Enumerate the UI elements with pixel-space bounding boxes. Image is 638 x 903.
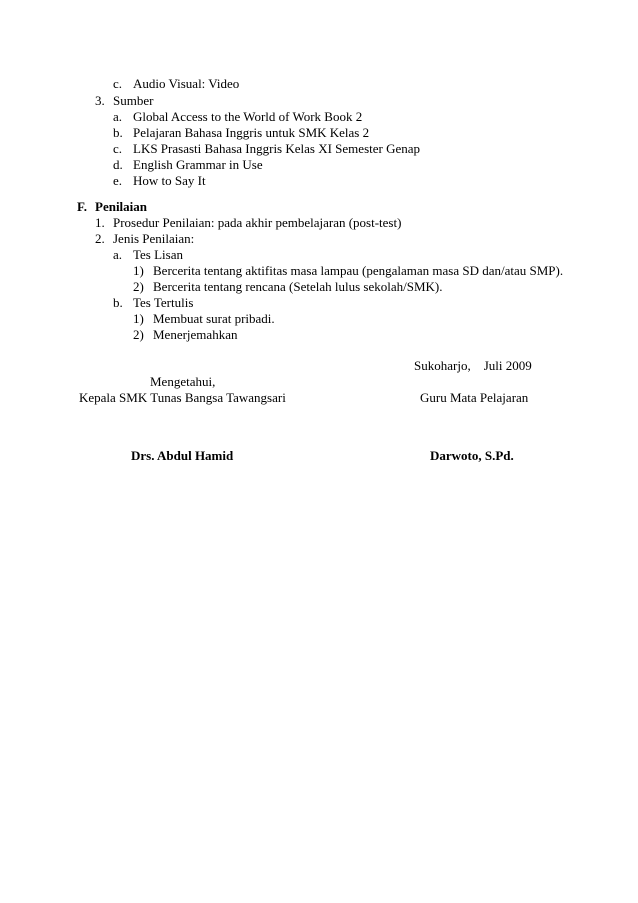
- sumber-item-text: How to Say It: [133, 173, 206, 188]
- tertulis-text: Tes Tertulis: [133, 295, 194, 310]
- jenis-number: 2.: [95, 231, 105, 246]
- lisan-prefix: a.: [113, 247, 123, 262]
- sumber-item-prefix: e.: [113, 173, 123, 188]
- tertulis-item-prefix: 2): [133, 327, 144, 342]
- sumber-item-prefix: c.: [113, 141, 123, 156]
- tertulis-item-text: Menerjemahkan: [153, 327, 238, 342]
- sumber-title: Sumber: [113, 93, 154, 108]
- tertulis-prefix: b.: [113, 295, 123, 310]
- sumber-item-prefix: d.: [113, 157, 123, 172]
- sumber-item-prefix: b.: [113, 125, 123, 140]
- sumber-item-prefix: a.: [113, 109, 123, 124]
- left-signatory-title: Kepala SMK Tunas Bangsa Tawangsari: [79, 390, 286, 405]
- lisan-item-text: Bercerita tentang rencana (Setelah lulus sekolah/SMK).: [153, 279, 443, 294]
- place-date: Sukoharjo, Juli 2009: [414, 358, 532, 373]
- sumber-number: 3.: [95, 93, 105, 108]
- lisan-item-prefix: 2): [133, 279, 144, 294]
- lisan-text: Tes Lisan: [133, 247, 183, 262]
- sumber-item-text: Global Access to the World of Work Book 2: [133, 109, 363, 124]
- right-signatory-name: Darwoto, S.Pd.: [430, 448, 514, 463]
- lisan-item-prefix: 1): [133, 263, 144, 278]
- left-signatory-name: Drs. Abdul Hamid: [131, 448, 234, 463]
- prosedur-number: 1.: [95, 215, 105, 230]
- sumber-item-text: LKS Prasasti Bahasa Inggris Kelas XI Semester Genap: [133, 141, 421, 156]
- tertulis-item-text: Membuat surat pribadi.: [153, 311, 275, 326]
- sumber-item-text: Pelajaran Bahasa Inggris untuk SMK Kelas 2: [133, 125, 370, 140]
- tertulis-item-prefix: 1): [133, 311, 144, 326]
- right-signatory-title: Guru Mata Pelajaran: [420, 390, 529, 405]
- greeting: Mengetahui,: [150, 374, 216, 389]
- media-item-prefix: c.: [113, 76, 123, 91]
- jenis-text: Jenis Penilaian:: [113, 231, 195, 246]
- prosedur-text: Prosedur Penilaian: pada akhir pembelajaran (post-test): [113, 215, 402, 230]
- section-title: Penilaian: [95, 199, 148, 214]
- lisan-item-text: Bercerita tentang aktifitas masa lampau (pengalaman masa SD dan/atau SMP).: [153, 263, 564, 278]
- sumber-item-text: English Grammar in Use: [133, 157, 263, 172]
- media-item-text: Audio Visual: Video: [133, 76, 240, 91]
- section-letter: F.: [77, 199, 87, 214]
